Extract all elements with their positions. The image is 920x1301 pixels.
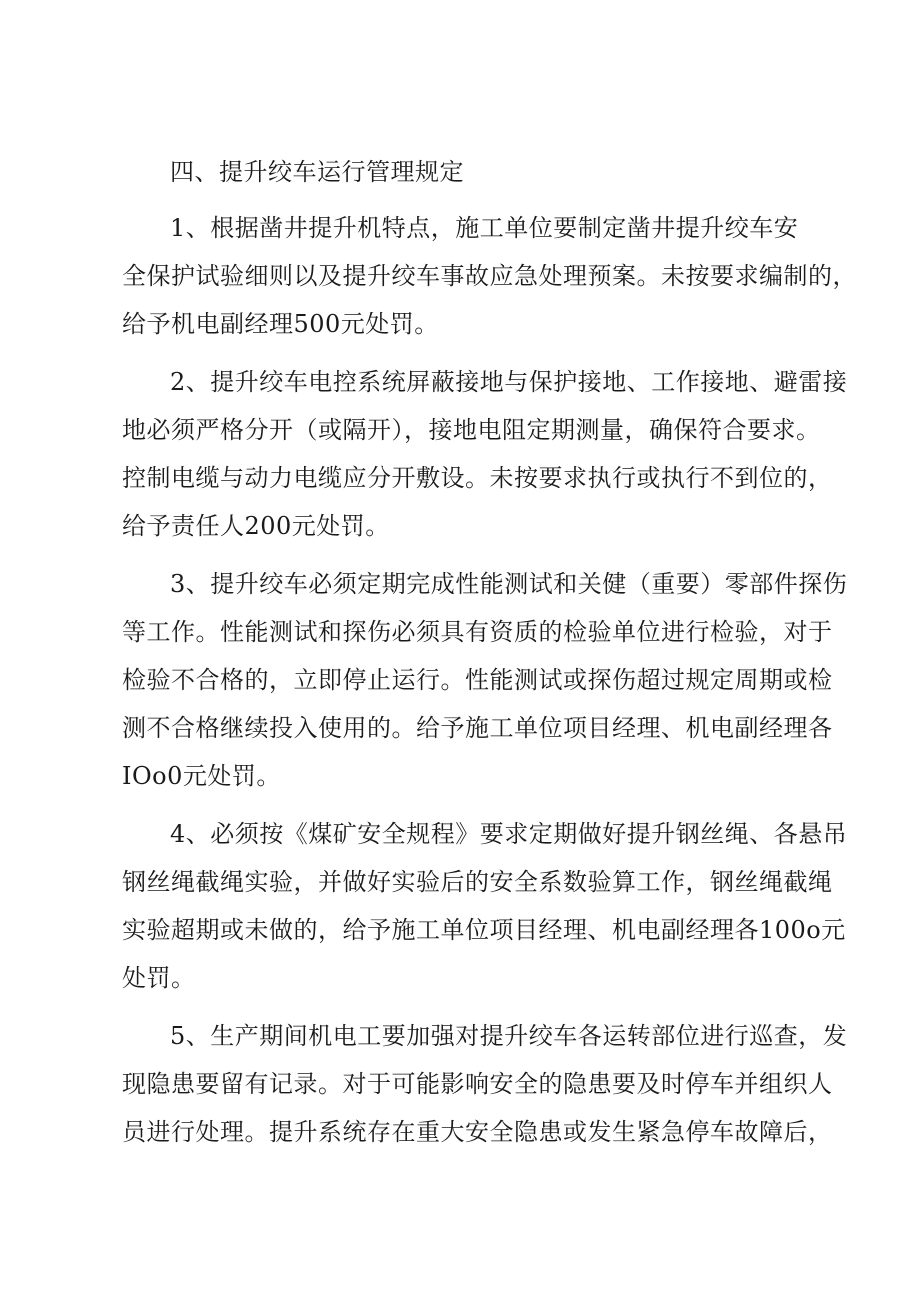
- paragraph-line: 给予机电副经理500元处罚。: [122, 310, 439, 338]
- paragraph-line: 检验不合格的，立即停止运行。性能测试或探伤超过规定周期或检: [122, 666, 833, 694]
- paragraph-line: 给予责任人200元处罚。: [122, 512, 390, 540]
- paragraph-line: 5、生产期间机电工要加强对提升绞车各运转部位进行巡查，发: [170, 1022, 848, 1050]
- paragraph-line: 控制电缆与动力电缆应分开敷设。未按要求执行或执行不到位的，: [122, 464, 833, 492]
- document-body: [122, 150, 857, 1166]
- paragraph-line: 处罚。: [122, 964, 196, 992]
- paragraph-line: 员进行处理。提升系统存在重大安全隐患或发生紧急停车故障后，: [122, 1118, 833, 1146]
- paragraph-line: 地必须严格分开（或隔开），接地电阻定期测量，确保符合要求。: [122, 416, 821, 444]
- paragraph-3: [122, 560, 848, 800]
- paragraph-line: 2、提升绞车电控系统屏蔽接地与保护接地、工作接地、避雷接: [170, 368, 848, 396]
- paragraph-line: 实验超期或未做的，给予施工单位项目经理、机电副经理各100o元: [122, 916, 846, 944]
- paragraph-line: 4、必须按《煤矿安全规程》要求定期做好提升钢丝绳、各悬吊: [170, 820, 848, 848]
- paragraph-5: [122, 1012, 848, 1156]
- paragraph-1: [122, 204, 857, 348]
- paragraph-2: [122, 358, 848, 550]
- paragraph-line: 1、根据凿井提升机特点，施工单位要制定凿井提升绞车安: [170, 214, 799, 242]
- paragraph-line: 3、提升绞车必须定期完成性能测试和关健（重要）零部件探伤: [170, 570, 848, 598]
- paragraph-line: 钢丝绳截绳实验，并做好实验后的安全系数验算工作，钢丝绳截绳: [122, 868, 833, 896]
- paragraph-line: 现隐患要留有记录。对于可能影响安全的隐患要及时停车并组织人: [122, 1070, 833, 1098]
- paragraph-line: 测不合格继续投入使用的。给予施工单位项目经理、机电副经理各: [122, 714, 833, 742]
- paragraph-line: 全保护试验细则以及提升绞车事故应急处理预案。未按要求编制的，: [122, 262, 857, 290]
- section-heading: 四、提升绞车运行管理规定: [170, 158, 464, 186]
- paragraph-line: IOo0元处罚。: [122, 762, 281, 790]
- paragraph-line: 等工作。性能测试和探伤必须具有资质的检验单位进行检验，对于: [122, 618, 833, 646]
- paragraph-4: [122, 810, 848, 1002]
